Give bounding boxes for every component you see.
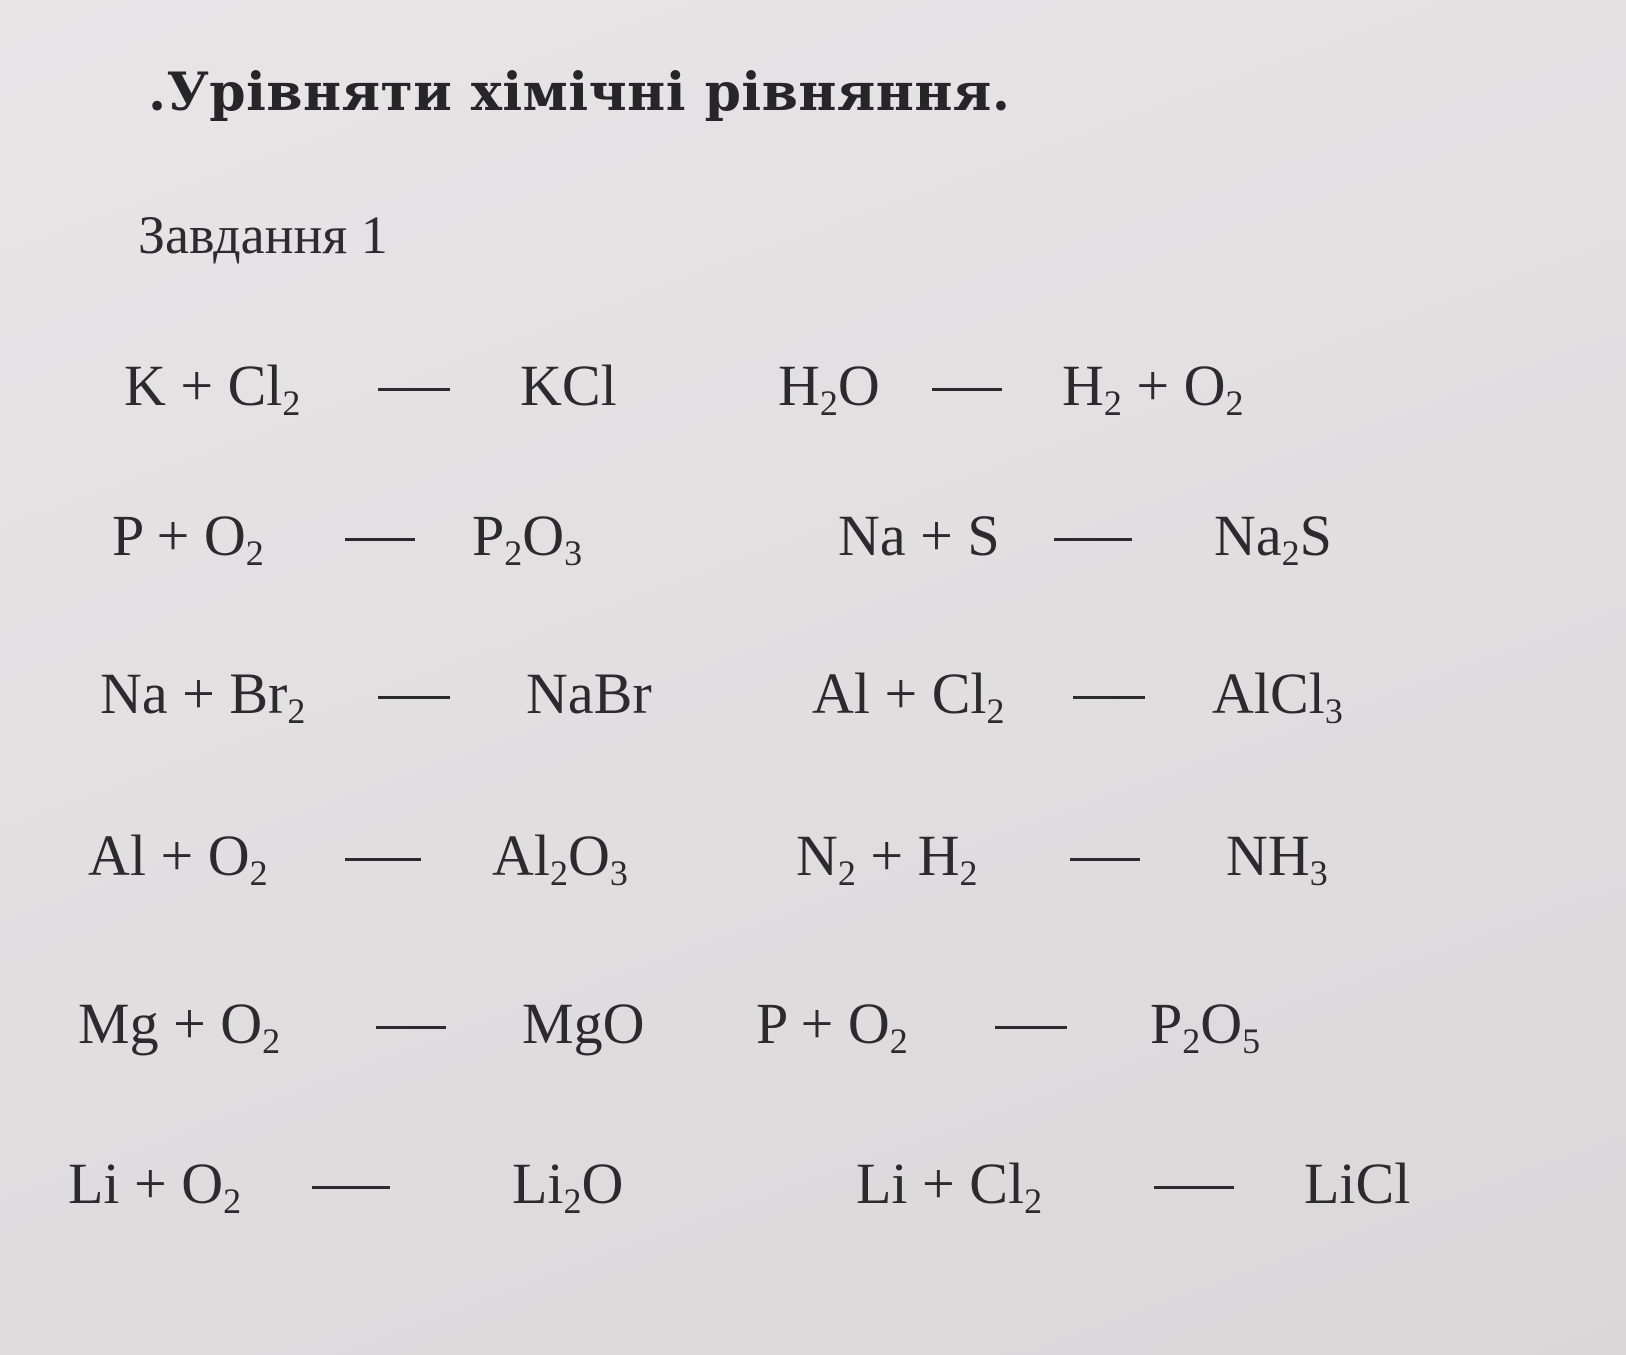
formula-subscript: 2	[1024, 1181, 1043, 1222]
formula-text: P + O	[756, 991, 890, 1056]
formula-text: S	[1299, 503, 1332, 568]
formula-subscript: 2	[223, 1181, 242, 1222]
reaction-dash	[995, 1026, 1067, 1029]
formula-subscript: 2	[287, 691, 306, 732]
formula-subscript: 2	[249, 853, 268, 894]
reactants	[88, 822, 268, 894]
formula-text: Al + O	[88, 823, 250, 888]
reaction-dash	[1070, 858, 1140, 861]
formula-text: Al + Cl	[812, 661, 987, 726]
formula-subscript: 2	[282, 383, 301, 424]
reactants	[100, 660, 306, 732]
formula-text: O	[1200, 991, 1243, 1056]
formula-text: MgO	[522, 991, 645, 1056]
formula-subscript: 2	[837, 853, 856, 894]
products	[520, 352, 617, 419]
formula-subscript: 2	[889, 1021, 908, 1062]
formula-subscript: 2	[986, 691, 1005, 732]
formula-subscript: 2	[1225, 383, 1244, 424]
products	[1226, 822, 1328, 894]
products	[1304, 1150, 1410, 1217]
products	[472, 502, 583, 574]
formula-text: Na + S	[838, 503, 1000, 568]
formula-subscript: 3	[1324, 691, 1343, 732]
reactants	[78, 990, 281, 1062]
reactants	[112, 502, 264, 574]
reactants	[778, 352, 880, 424]
formula-text: O	[567, 823, 610, 888]
products	[1150, 990, 1261, 1062]
formula-subscript: 3	[1309, 853, 1328, 894]
reactants	[838, 502, 1000, 569]
reaction-dash	[312, 1186, 390, 1189]
formula-subscript: 3	[609, 853, 628, 894]
reaction-dash	[378, 388, 450, 391]
formula-subscript: 2	[504, 533, 523, 574]
reactants	[812, 660, 1005, 732]
reaction-dash	[376, 1026, 446, 1029]
reactants	[124, 352, 301, 424]
formula-text: N	[796, 823, 838, 888]
formula-subscript: 2	[262, 1021, 281, 1062]
formula-text: Li + O	[68, 1151, 224, 1216]
formula-text: AlCl	[1212, 661, 1325, 726]
formula-subscript: 3	[564, 533, 583, 574]
formula-text: Mg + O	[78, 991, 263, 1056]
formula-text: P + O	[112, 503, 246, 568]
reaction-dash	[932, 388, 1002, 391]
formula-text: Na + Br	[100, 661, 288, 726]
formula-subscript: 2	[550, 853, 568, 894]
formula-text: O	[581, 1151, 624, 1216]
formula-text: + H	[855, 823, 960, 888]
formula-text: P	[472, 503, 505, 568]
products	[522, 990, 644, 1057]
formula-text: LiCl	[1304, 1151, 1411, 1216]
products	[1062, 352, 1244, 424]
formula-text: P	[1150, 991, 1183, 1056]
reaction-dash	[1154, 1186, 1234, 1189]
products	[512, 1150, 624, 1222]
formula-subscript: 2	[1182, 1021, 1201, 1062]
reaction-dash	[1073, 696, 1145, 699]
formula-text: H	[1062, 353, 1104, 418]
reactants	[68, 1150, 242, 1222]
formula-text: NaBr	[526, 661, 652, 726]
reactants	[756, 990, 908, 1062]
reaction-dash	[345, 858, 421, 861]
products	[1212, 660, 1343, 732]
formula-text: Li	[512, 1151, 564, 1216]
formula-text: KCl	[520, 353, 617, 418]
formula-text: Al	[492, 823, 550, 888]
formula-subscript: 2	[819, 383, 838, 424]
formula-subscript: 5	[1242, 1021, 1261, 1062]
products	[1214, 502, 1332, 574]
formula-text: Na	[1214, 503, 1282, 568]
formula-subscript: 2	[245, 533, 264, 574]
formula-text: NH	[1226, 823, 1310, 888]
reactants	[796, 822, 978, 894]
reaction-dash	[378, 696, 450, 699]
reactants	[856, 1150, 1043, 1222]
formula-text: O	[837, 353, 880, 418]
formula-text: K + Cl	[124, 353, 283, 418]
formula-text: + O	[1121, 353, 1226, 418]
task-label: Завдання 1	[138, 205, 388, 265]
reaction-dash	[1054, 538, 1132, 541]
formula-subscript: 2	[1281, 533, 1300, 574]
formula-subscript: 2	[563, 1181, 582, 1222]
reaction-dash	[345, 538, 415, 541]
formula-text: Li + Cl	[856, 1151, 1025, 1216]
formula-text: H	[778, 353, 820, 418]
products	[526, 660, 652, 727]
formula-text: O	[522, 503, 565, 568]
formula-subscript: 2	[1103, 383, 1122, 424]
products	[492, 822, 628, 894]
formula-subscript: 2	[959, 853, 978, 894]
page-title: .Урівняти хімічні рівняння.	[148, 62, 1011, 123]
